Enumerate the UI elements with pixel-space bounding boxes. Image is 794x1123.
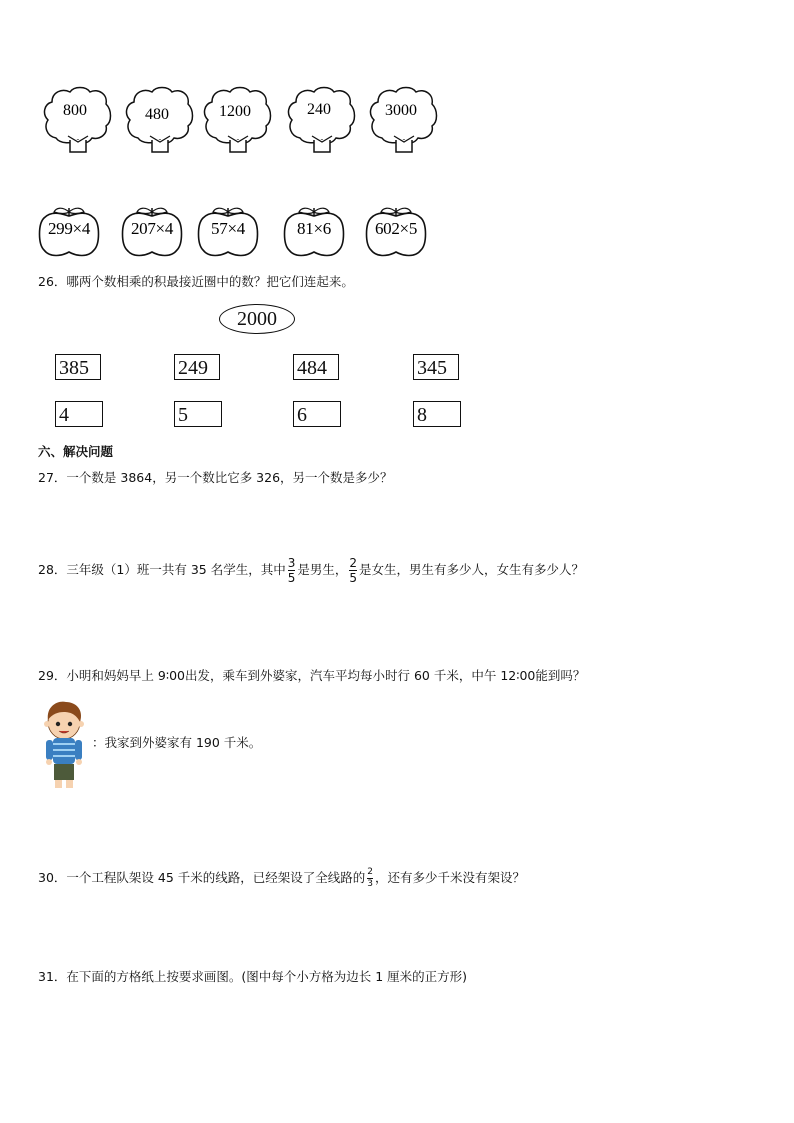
tree-icon: [42, 84, 112, 156]
tree-icon: [368, 84, 438, 156]
top-number-box[interactable]: 345: [413, 354, 459, 380]
tree-card[interactable]: [202, 84, 268, 156]
apple-expression: 299×4: [47, 219, 91, 238]
tree-number: 480: [145, 106, 169, 123]
fraction-denominator: 5: [287, 571, 296, 585]
apple-card[interactable]: [363, 204, 429, 252]
tree-number: 240: [307, 101, 331, 118]
bottom-number-box[interactable]: 5: [174, 401, 222, 427]
bottom-number-box[interactable]: 4: [55, 401, 103, 427]
question-31: 31．在下面的方格纸上按要求画图。(图中每个小方格为边长 1 厘米的正方形): [38, 969, 468, 984]
q30-prefix: 30．一个工程队架设 45 千米的线路，已经架设了全线路的: [38, 870, 366, 885]
apple-expression: 602×5: [374, 219, 418, 238]
tree-card[interactable]: [42, 84, 108, 156]
top-number-box[interactable]: 385: [55, 354, 101, 380]
fraction-two-thirds: [367, 868, 373, 889]
tree-card[interactable]: [368, 84, 434, 156]
question-27: 27．一个数是 3864，另一个数比它多 326，另一个数是多少？: [38, 470, 393, 485]
bottom-number-box[interactable]: 6: [293, 401, 341, 427]
q28-suffix: 是女生，男生有多少人，女生有多少人？: [359, 562, 585, 577]
apple-expression: 81×6: [297, 219, 331, 238]
question-28: [38, 557, 584, 584]
boy-icon: [40, 700, 90, 792]
top-number-box[interactable]: 484: [293, 354, 339, 380]
boy-illustration: [40, 700, 90, 792]
question-30: [38, 868, 525, 889]
question-26: 26．哪两个数相乘的积最接近圈中的数？把它们连起来。: [38, 274, 354, 289]
apple-card[interactable]: [119, 204, 185, 252]
tree-number: 1200: [219, 103, 251, 120]
top-number-box[interactable]: 249: [174, 354, 220, 380]
tree-number: 3000: [385, 102, 417, 119]
tree-number: 800: [63, 102, 87, 119]
target-number: 2000: [237, 308, 277, 330]
tree-card[interactable]: [124, 84, 190, 156]
q28-middle: 是男生，: [297, 562, 348, 577]
apple-expression: 57×4: [211, 219, 245, 238]
fraction-denominator: 5: [349, 571, 358, 585]
fraction-numerator: 3: [287, 556, 296, 570]
tree-icon: [286, 84, 356, 156]
q30-suffix: ，还有多少千米没有架设？: [375, 870, 526, 885]
question-29: 29．小明和妈妈早上 9∶00出发，乘车到外婆家，汽车平均每小时行 60 千米，中午 12∶00能到吗？: [38, 668, 586, 683]
boy-speech: ：我家到外婆家有 190 千米。: [92, 735, 262, 750]
fraction-numerator: 2: [367, 867, 373, 877]
fraction-three-fifths: [288, 557, 296, 584]
fraction-numerator: 2: [349, 556, 358, 570]
apple-expression: 207×4: [130, 219, 174, 238]
bottom-number-box[interactable]: 8: [413, 401, 461, 427]
tree-card[interactable]: [286, 84, 352, 156]
q28-prefix: 28．三年级（1）班一共有 35 名学生，其中: [38, 562, 286, 577]
apple-card[interactable]: [281, 204, 347, 252]
target-ellipse[interactable]: [219, 304, 295, 334]
section-title: 六、解决问题: [38, 444, 114, 459]
apple-card[interactable]: [195, 204, 261, 252]
fraction-two-fifths: [349, 557, 357, 584]
apple-card[interactable]: [36, 204, 102, 252]
fraction-denominator: 3: [367, 879, 373, 889]
